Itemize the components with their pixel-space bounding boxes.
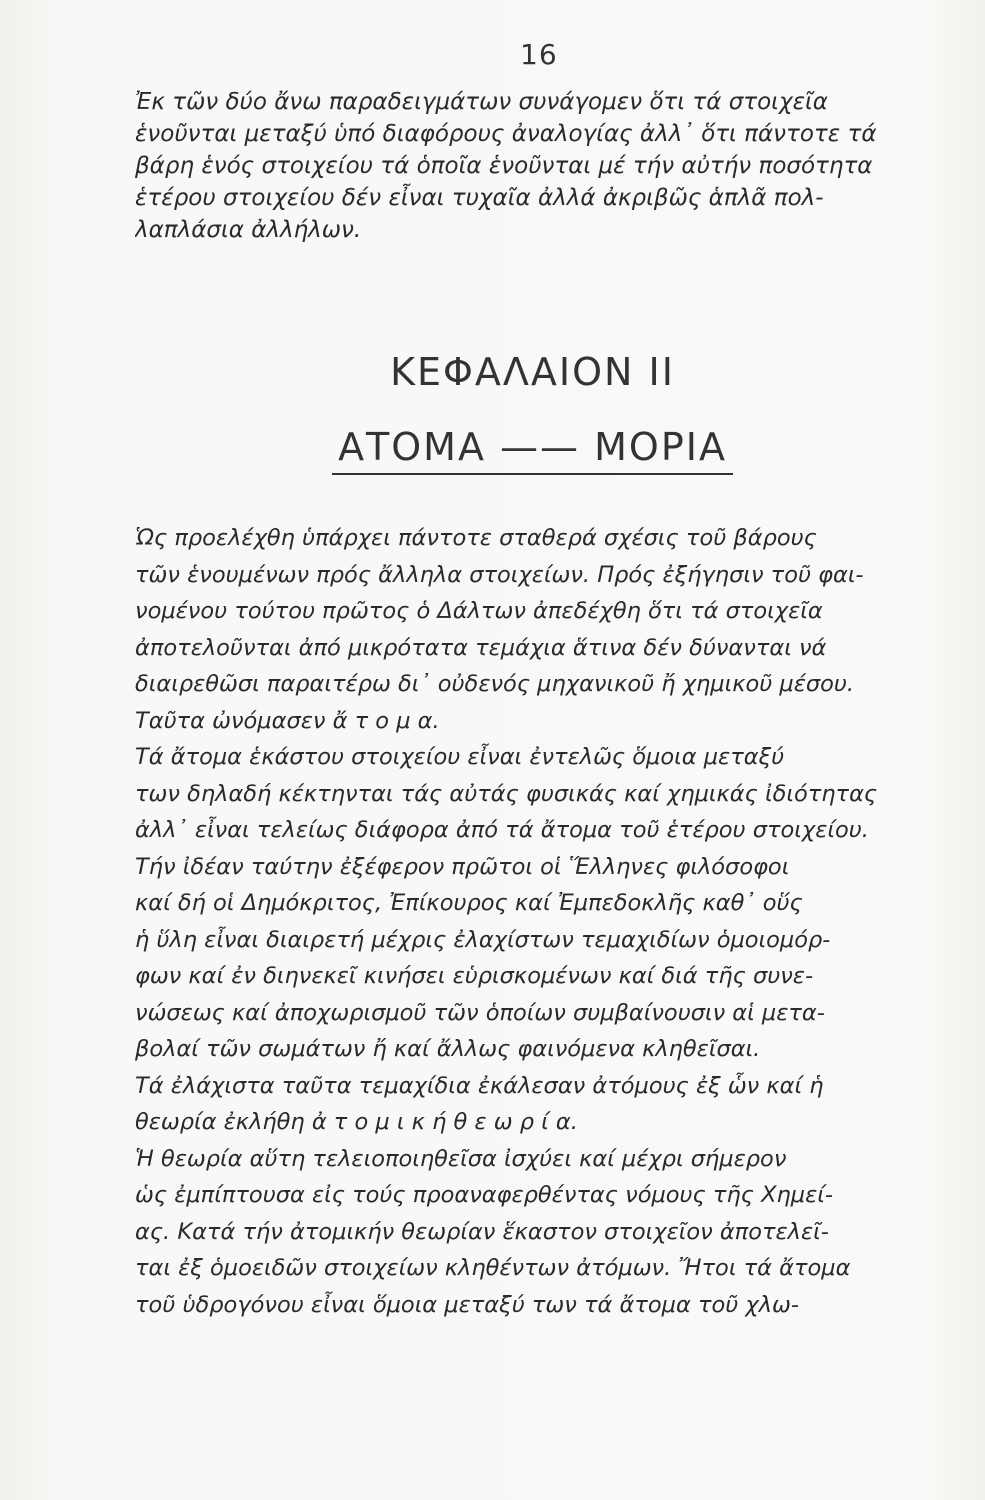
text-line: ται ἐξ ὁμοειδῶν στοιχείων κληθέντων ἀτόμων. Ἤτοι τά ἄτομα [135, 1255, 851, 1281]
text-line: βολαί τῶν σωμάτων ἤ καί ἄλλως φαινόμενα κληθεῖσαι. [135, 1036, 761, 1062]
text-line: ἀλλ᾽ εἶναι τελείως διάφορα ἀπό τά ἄτομα τοῦ ἑτέρου στοιχείου. [135, 817, 869, 843]
text-line: ἀποτελοῦνται ἀπό μικρότατα τεμάχια ἅτινα δέν δύνανται νά [135, 634, 827, 661]
text-line: Ἐκ τῶν δύο ἄνω παραδειγμάτων συνάγομεν ὅτι τά στοιχεῖα [135, 89, 828, 115]
chapter-title: ΚΕΦΑΛΑΙΟΝ ΙΙ [390, 350, 675, 394]
chapter-subtitle-wrap [40, 425, 985, 475]
text-line: τοῦ ὑδρογόνου εἶναι ὅμοια μεταξύ των τά ἄτομα τοῦ χλω- [135, 1291, 800, 1318]
text-line: Τήν ἰδέαν ταύτην ἐξέφερον πρῶτοι οἱ Ἕλληνες φιλόσοφοι [135, 853, 790, 880]
text-line: ας. Κατά τήν ἀτομικήν θεωρίαν ἕκαστον στοιχεῖον ἀποτελεῖ- [135, 1218, 829, 1245]
body-text [135, 520, 955, 1323]
text-line: διαιρεθῶσι παραιτέρω δι᾽ οὐδενός μηχανικοῦ ἤ χημικοῦ μέσου. [135, 671, 855, 697]
text-line: ἡ ὕλη εἶναι διαιρετή μέχρις ἐλαχίστων τεμαχιδίων ὁμοιομόρ- [135, 926, 831, 953]
text-line: νώσεως καί ἀποχωρισμοῦ τῶν ὁποίων συμβαίνουσιν αἱ μετα- [135, 999, 825, 1026]
text-line: Ταῦτα ὠνόμασεν ἄ τ ο μ α. [135, 707, 440, 734]
text-line: καί δή οἱ Δημόκριτος, Ἐπίκουρος καί Ἐμπεδοκλῆς καθ᾽ οὕς [135, 890, 803, 916]
intro-paragraph [135, 86, 955, 246]
page-number: 16 [520, 38, 558, 71]
text-line: Τά ἄτομα ἑκάστου στοιχείου εἶναι ἐντελῶς ὅμοια μεταξύ [135, 744, 785, 770]
chapter-subtitle: ΑΤΟΜΑ —— ΜΟΡΙΑ [332, 425, 733, 475]
text-line: ἑτέρου στοιχείου δέν εἶναι τυχαῖα ἀλλά ἀκριβῶς ἁπλᾶ πολ- [135, 185, 824, 211]
text-line: νομένου τούτου πρῶτος ὁ Δάλτων ἀπεδέχθη ὅτι τά στοιχεῖα [135, 598, 823, 624]
text-line: ὡς ἐμπίπτουσα εἰς τούς προαναφερθέντας νόμους τῆς Χημεί- [135, 1182, 833, 1208]
text-line: ἑνοῦνται μεταξύ ὑπό διαφόρους ἀναλογίας ἀλλ᾽ ὅτι πάντοτε τά [135, 121, 877, 147]
text-line: των δηλαδή κέκτηνται τάς αὐτάς φυσικάς καί χημικάς ἰδιότητας [135, 780, 878, 807]
text-line: θεωρία ἐκλήθη ἀ τ ο μ ι κ ή θ ε ω ρ ί α. [135, 1109, 578, 1135]
text-line: βάρη ἑνός στοιχείου τά ὁποῖα ἑνοῦνται μέ τήν αὐτήν ποσότητα [135, 153, 873, 179]
text-line: λαπλάσια ἀλλήλων. [135, 217, 362, 243]
text-line: τῶν ἑνουμένων πρός ἄλληλα στοιχείων. Πρός ἐξήγησιν τοῦ φαι- [135, 561, 864, 588]
text-line: Τά ἐλάχιστα ταῦτα τεμαχίδια ἐκάλεσαν ἀτόμους ἐξ ὧν καί ἡ [135, 1072, 824, 1099]
text-line: φων καί ἐν διηνεκεῖ κινήσει εὑρισκομένων καί διά τῆς συνε- [135, 963, 814, 989]
text-line: Ἡ θεωρία αὕτη τελειοποιηθεῖσα ἰσχύει καί μέχρι σήμερον [135, 1145, 787, 1172]
text-line: Ὡς προελέχθη ὑπάρχει πάντοτε σταθερά σχέσις τοῦ βάρους [135, 525, 817, 551]
